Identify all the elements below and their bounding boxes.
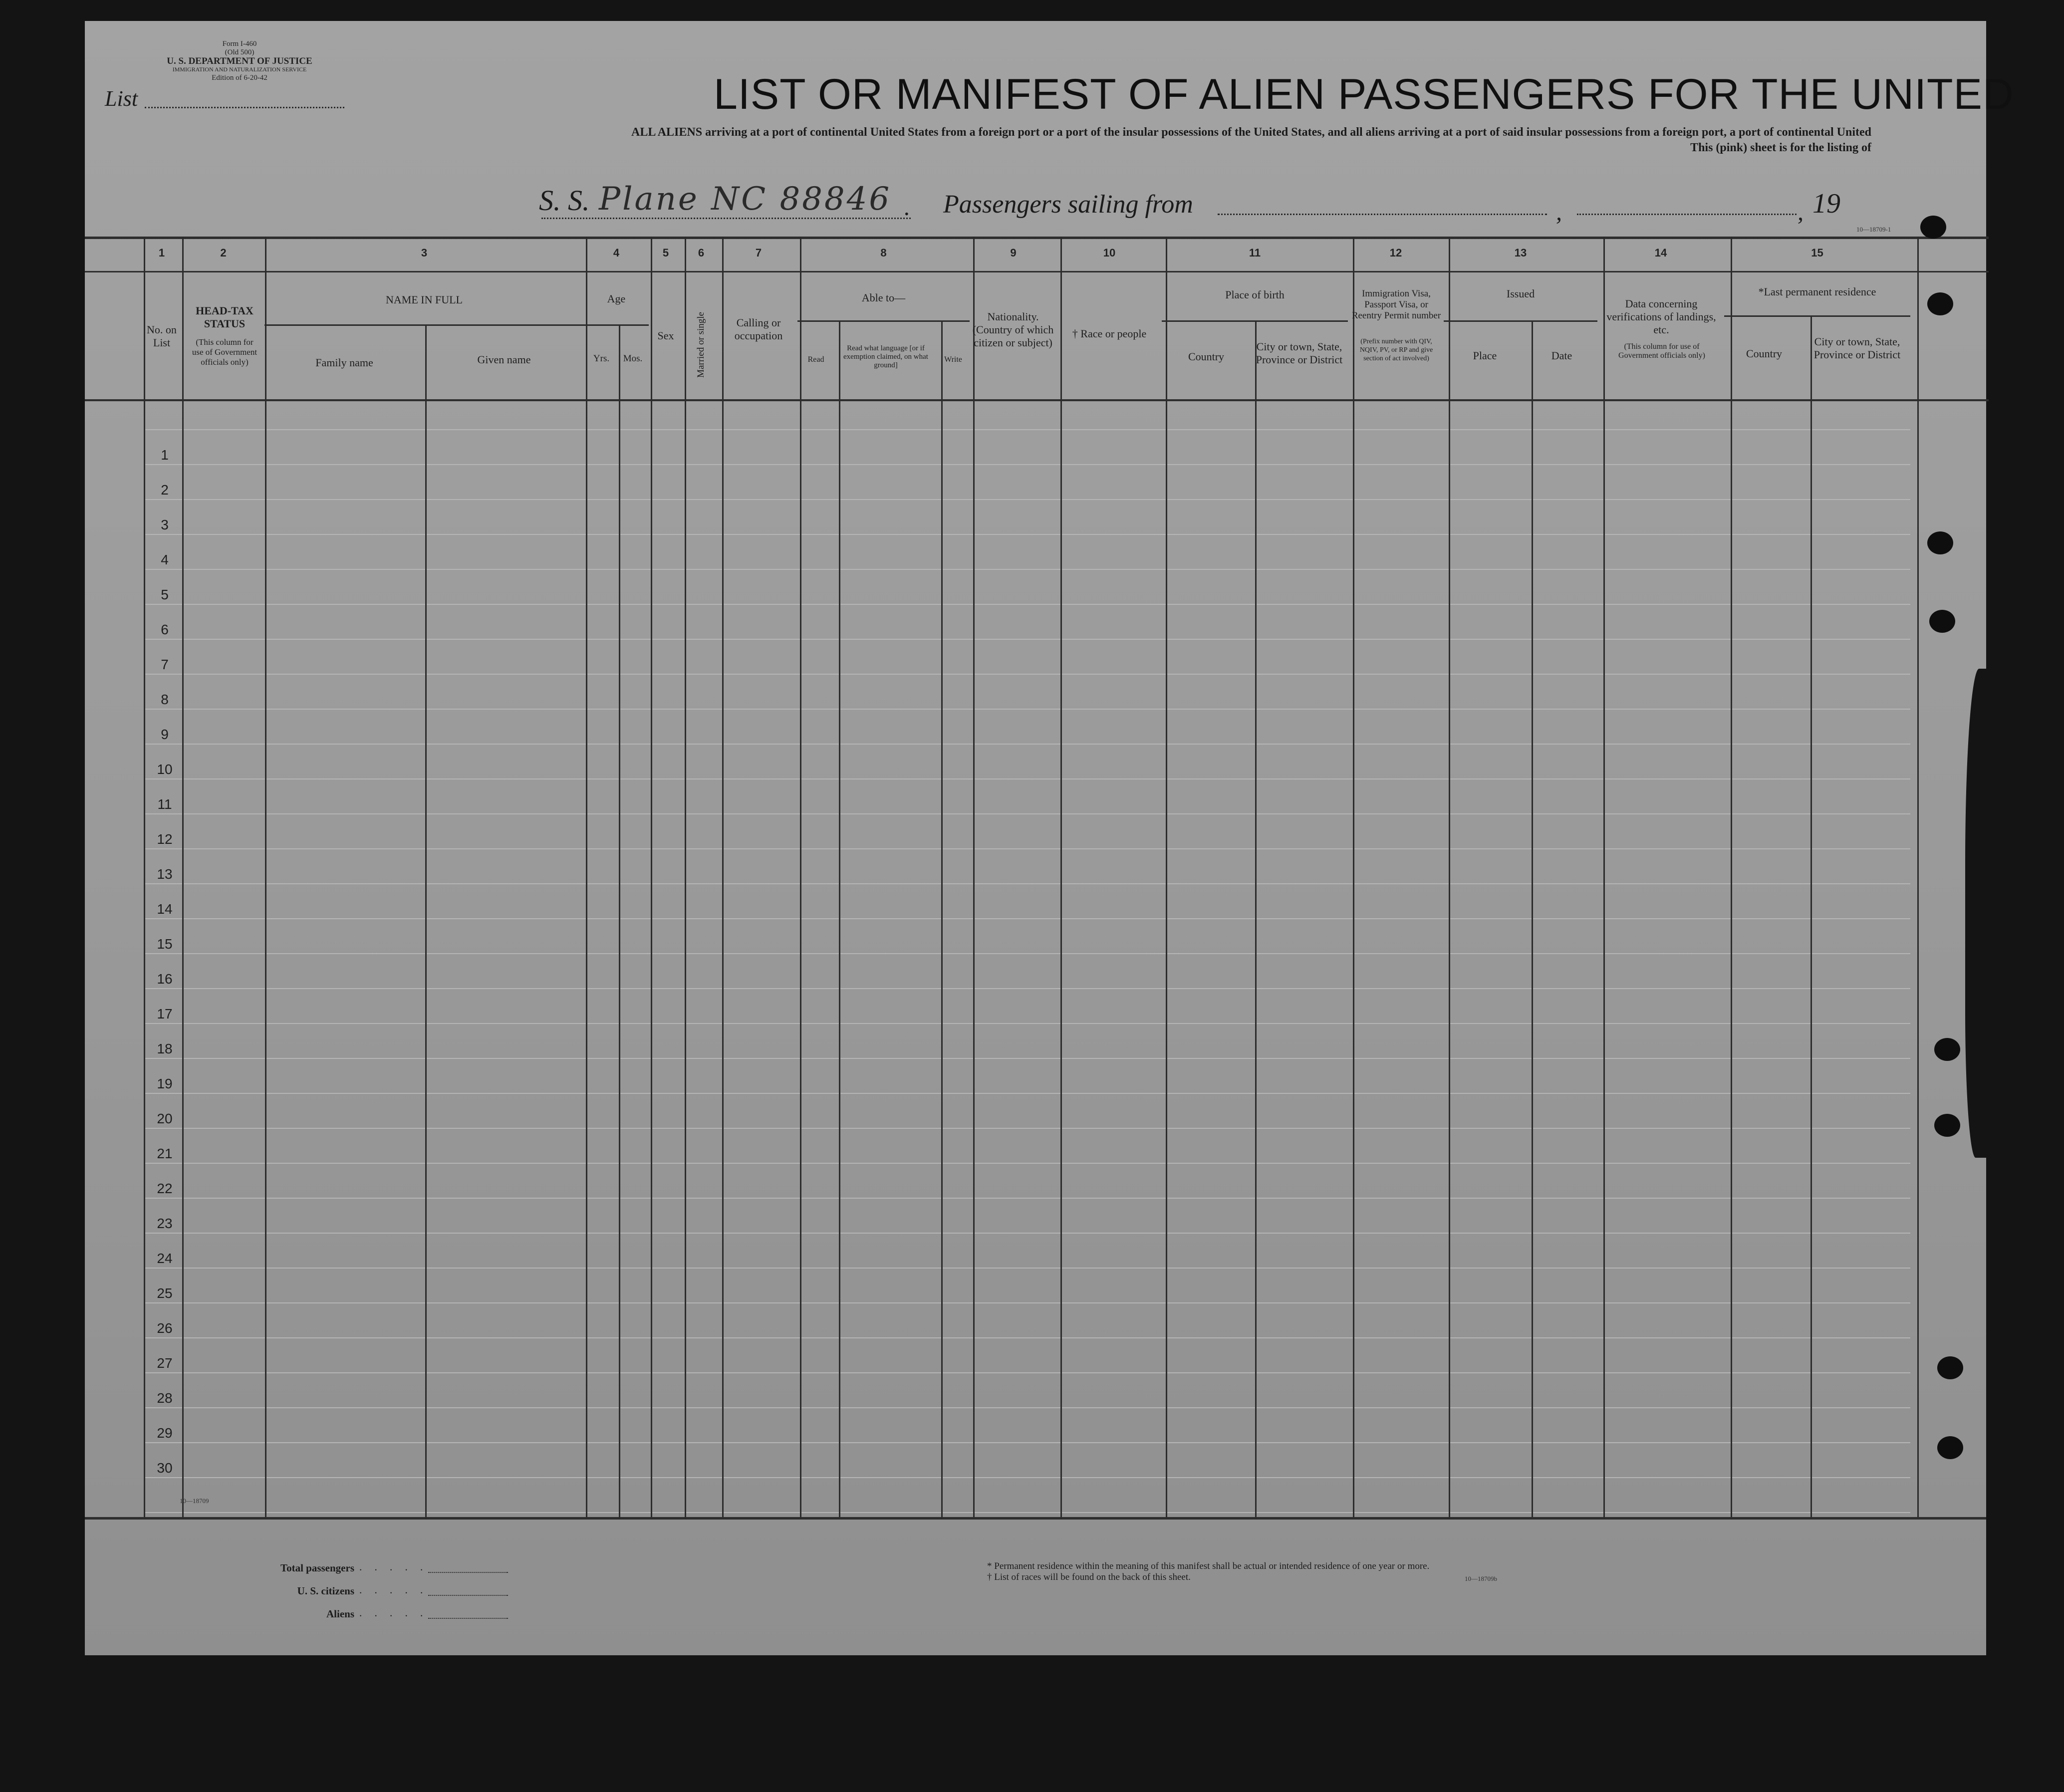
form-edition: Edition of 6-20-42 <box>212 74 267 82</box>
row-rule <box>144 1233 1910 1234</box>
form-identification <box>85 40 394 82</box>
column-divider <box>619 324 620 1519</box>
year-prefix: 19 <box>1812 188 1840 219</box>
manifest-sheet <box>85 21 2015 1655</box>
residence-subheader-line <box>1724 315 1910 317</box>
column-divider <box>1731 237 1732 1517</box>
header-family-name: Family name <box>315 356 373 369</box>
header-write: Write <box>944 355 962 364</box>
torn-edge <box>1965 669 2000 1158</box>
service-name: IMMIGRATION AND NATURALIZATION SERVICE <box>172 66 307 73</box>
footnote-residence: * Permanent residence within the meaning of this manifest shall be actual or intended residence of one year or more. <box>987 1561 1430 1571</box>
vessel-name-handwritten: Plane NC 88846 <box>599 181 892 218</box>
row-rule <box>144 1407 1910 1408</box>
header-race: † Race or people <box>1072 327 1147 340</box>
header-issued-date: Date <box>1551 349 1572 362</box>
row-number: 8 <box>161 692 169 707</box>
bottom-form-code: 10—18709 <box>180 1497 209 1505</box>
row-number: 13 <box>157 866 173 882</box>
row-rule <box>144 1058 1910 1059</box>
row-rule <box>144 1372 1910 1373</box>
row-rule <box>144 744 1910 745</box>
header-able-to: Able to— <box>861 291 906 304</box>
period-mark: . <box>904 194 910 221</box>
column-divider <box>425 324 427 1519</box>
row-number: 28 <box>157 1390 173 1406</box>
header-residence-country: Country <box>1746 347 1783 360</box>
list-number-field[interactable] <box>145 107 344 108</box>
column-divider <box>800 237 801 1519</box>
header-residence-city: City or town, State, Province or District <box>1813 335 1901 361</box>
header-verifications-note: (This column for use of Government officials only) <box>1618 342 1705 360</box>
form-old-number: (Old 500) <box>225 48 255 56</box>
row-rule <box>144 569 1910 570</box>
column-divider <box>973 237 975 1517</box>
row-number: 23 <box>157 1216 173 1231</box>
row-number: 30 <box>157 1460 173 1476</box>
column-divider <box>1810 315 1812 1519</box>
header-name-in-full: NAME IN FULL <box>386 293 463 306</box>
punch-hole <box>1934 1114 1960 1137</box>
row-number: 21 <box>157 1146 173 1161</box>
total-passengers-field[interactable] <box>428 1572 508 1573</box>
header-given-name: Given name <box>477 353 531 366</box>
footnote-code: 10—18709b <box>1465 1575 1497 1582</box>
row-number: 7 <box>161 657 169 672</box>
header-occupation: Calling or occupation <box>734 316 783 342</box>
subtitle <box>235 125 1871 156</box>
row-rule <box>144 534 1910 535</box>
header-verifications: Data concerning verifications of landings, etc. <box>1606 297 1716 336</box>
birth-subheader-line <box>1162 320 1348 322</box>
row-number: 2 <box>161 482 169 498</box>
row-number: 18 <box>157 1041 173 1056</box>
column-number-12: 12 <box>1389 247 1402 259</box>
column-divider <box>1603 237 1605 1519</box>
row-rule <box>144 1477 1910 1478</box>
sailing-from-field[interactable] <box>1218 214 1547 215</box>
column-number-5: 5 <box>662 247 669 259</box>
column-number-7: 7 <box>755 247 762 259</box>
row-number: 4 <box>161 552 169 567</box>
us-citizens-label: U. S. citizens <box>297 1585 354 1597</box>
list-label: List <box>105 86 138 111</box>
issued-subheader-line <box>1444 320 1597 322</box>
row-number: 15 <box>157 936 173 952</box>
row-rule <box>144 1268 1910 1269</box>
row-number: 24 <box>157 1251 173 1266</box>
column-divider <box>1353 237 1354 1517</box>
punch-hole <box>1937 1356 1963 1379</box>
punch-hole <box>1927 531 1953 554</box>
row-rule <box>144 1128 1910 1129</box>
header-issued: Issued <box>1506 287 1535 300</box>
header-married-single: Married or single <box>696 312 706 378</box>
sailing-date-field[interactable] <box>1577 214 1797 215</box>
row-rule <box>144 1512 1910 1513</box>
comma-mark-2: , <box>1798 199 1804 226</box>
punch-hole <box>1937 1436 1963 1459</box>
header-head-tax: HEAD-TAX STATUS <box>196 304 254 330</box>
column-divider <box>1060 237 1062 1519</box>
column-number-14: 14 <box>1654 247 1667 259</box>
row-rule <box>144 953 1910 954</box>
column-divider <box>1532 320 1533 1517</box>
total-passengers-label: Total passengers <box>280 1562 354 1574</box>
total-passengers-dots: . . . . . <box>359 1561 428 1573</box>
row-number: 9 <box>161 727 169 742</box>
us-citizens-dots: . . . . . <box>359 1584 428 1596</box>
column-divider <box>1166 237 1167 1517</box>
row-rule <box>144 499 1910 500</box>
header-read: Read <box>807 355 824 364</box>
column-divider <box>651 237 652 1517</box>
row-rule <box>144 1093 1910 1094</box>
header-birth-country: Country <box>1188 350 1225 363</box>
us-citizens-field[interactable] <box>428 1595 508 1596</box>
aliens-field[interactable] <box>428 1618 508 1619</box>
row-number: 5 <box>161 587 169 602</box>
row-rule <box>144 709 1910 710</box>
name-subheader-line <box>264 324 584 326</box>
column-number-1: 1 <box>158 247 165 259</box>
column-number-11: 11 <box>1249 247 1261 259</box>
header-bottom-border <box>85 399 1989 401</box>
vessel-name-field[interactable] <box>541 218 911 219</box>
row-number: 25 <box>157 1285 173 1301</box>
page-title: LIST OR MANIFEST OF ALIEN PASSENGERS FOR THE UNITED <box>714 70 2015 118</box>
form-number: Form I-460 <box>222 40 257 48</box>
column-number-4: 4 <box>613 247 620 259</box>
header-issued-place: Place <box>1473 349 1497 362</box>
column-number-8: 8 <box>880 247 887 259</box>
row-number: 11 <box>157 796 172 812</box>
subtitle-line-2: This (pink) sheet is for the listing of <box>1690 141 1871 154</box>
header-sex: Sex <box>657 329 674 342</box>
header-last-residence: *Last permanent residence <box>1758 285 1876 298</box>
punch-hole <box>1920 216 1946 239</box>
column-number-9: 9 <box>1010 247 1017 259</box>
table-bottom-border <box>85 1517 1986 1520</box>
department-name: U. S. DEPARTMENT OF JUSTICE <box>167 56 312 66</box>
row-number: 20 <box>157 1111 173 1126</box>
row-rule <box>144 918 1910 919</box>
header-no-on-list: No. on List <box>147 323 177 349</box>
table-top-border <box>85 237 1989 239</box>
row-number: 3 <box>161 517 169 532</box>
ss-label: S. S. <box>539 184 590 217</box>
top-right-code: 10—18709-1 <box>1856 226 1891 233</box>
header-place-of-birth: Place of birth <box>1225 288 1285 301</box>
column-number-2: 2 <box>220 247 227 259</box>
able-subheader-line <box>797 320 970 322</box>
column-divider <box>722 237 724 1517</box>
column-number-10: 10 <box>1103 247 1116 259</box>
comma-mark: , <box>1556 199 1562 226</box>
header-visa-note: (Prefix number with QIV, NQIV, PV, or RP and give section of act involved) <box>1359 338 1433 362</box>
row-rule <box>144 639 1910 640</box>
column-number-6: 6 <box>698 247 705 259</box>
row-rule <box>144 1442 1910 1443</box>
row-rule <box>144 1163 1910 1164</box>
header-read-language: Read what language [or if exemption claimed, on what ground] <box>843 344 928 369</box>
row-number: 14 <box>157 901 173 917</box>
row-number: 27 <box>157 1355 173 1371</box>
column-divider <box>839 320 840 1517</box>
column-divider <box>586 237 587 1517</box>
row-number: 17 <box>157 1006 173 1022</box>
subtitle-line-1: ALL ALIENS arriving at a port of continental United States from a foreign port or a port of the insular possessions of the United States, and all aliens arriving at a port of said insular possessions from a foreign port, a port of continental United <box>631 126 1871 139</box>
header-head-tax-note: (This column for use of Government officials only) <box>192 337 258 367</box>
punch-hole <box>1929 610 1955 633</box>
punch-hole <box>1934 1038 1960 1061</box>
row-rule <box>144 1198 1910 1199</box>
row-rule <box>144 429 1910 430</box>
row-number: 29 <box>157 1425 173 1441</box>
row-rule <box>144 883 1910 884</box>
column-divider <box>941 320 943 1519</box>
footnote-races: † List of races will be found on the back of this sheet. <box>987 1572 1191 1582</box>
row-rule <box>144 604 1910 605</box>
aliens-dots: . . . . . <box>359 1607 428 1619</box>
column-number-15: 15 <box>1811 247 1823 259</box>
aliens-label: Aliens <box>326 1608 354 1620</box>
row-number: 6 <box>161 622 169 637</box>
header-nationality: Nationality. (Country of which citizen or subject) <box>972 310 1054 349</box>
column-divider <box>1255 320 1257 1519</box>
header-birth-city: City or town, State, Province or District <box>1256 340 1343 366</box>
column-divider <box>685 237 686 1519</box>
row-rule <box>144 813 1910 814</box>
row-number: 22 <box>157 1181 173 1196</box>
punch-hole <box>1927 292 1953 315</box>
row-rule <box>144 1337 1910 1338</box>
row-number: 12 <box>157 831 173 847</box>
row-number: 16 <box>157 971 173 987</box>
header-age-months: Mos. <box>623 353 643 364</box>
column-number-3: 3 <box>421 247 428 259</box>
row-number: 19 <box>157 1076 173 1091</box>
number-row-border <box>85 271 1989 272</box>
row-rule <box>144 1023 1910 1024</box>
row-number: 10 <box>157 762 173 777</box>
column-divider <box>1917 237 1919 1517</box>
row-rule <box>144 674 1910 675</box>
header-age: Age <box>607 292 626 305</box>
row-number: 26 <box>157 1320 173 1336</box>
column-divider <box>265 237 266 1517</box>
row-number: 1 <box>161 447 169 463</box>
row-rule <box>144 778 1910 779</box>
row-rule <box>144 464 1910 465</box>
header-age-years: Yrs. <box>593 353 610 364</box>
row-rule <box>144 988 1910 989</box>
header-visa: Immigration Visa, Passport Visa, or Reentry Permit number <box>1351 288 1441 321</box>
column-number-13: 13 <box>1514 247 1527 259</box>
column-divider <box>1449 237 1450 1519</box>
row-rule <box>144 848 1910 849</box>
age-subheader-line <box>584 324 649 326</box>
sailing-from-label: Passengers sailing from <box>943 190 1193 219</box>
row-rule <box>144 1302 1910 1303</box>
